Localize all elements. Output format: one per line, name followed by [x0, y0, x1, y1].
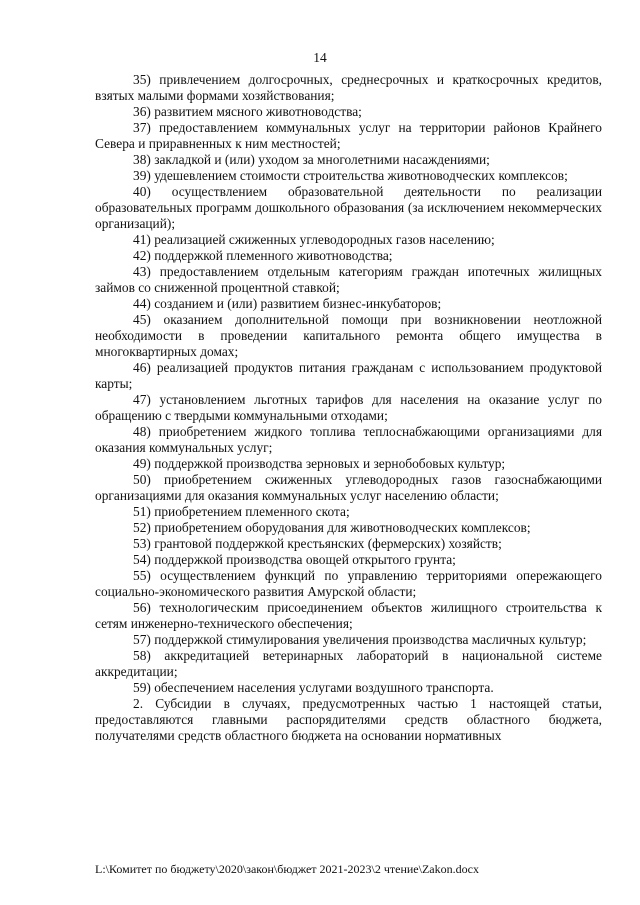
paragraph-55: 55) осуществлением функций по управлению территориями опережающего социально-экономического развития Амурской области; — [95, 568, 602, 599]
paragraph-41: 41) реализацией сжиженных углеводородных газов населению; — [133, 232, 495, 247]
paragraph-56: 56) технологическим присоединением объектов жилищного строительства к сетям инженерно-технического обеспечения; — [95, 600, 602, 631]
paragraph-47: 47) установлением льготных тарифов для населения на оказание услуг по обращению с твердыми коммунальными отходами; — [95, 392, 602, 423]
paragraph-49: 49) поддержкой производства зерновых и зернобобовых культур; — [133, 456, 506, 471]
paragraph-44: 44) созданием и (или) развитием бизнес-инкубаторов; — [133, 296, 442, 311]
file-path-footer: L:\Комитет по бюджету\2020\закон\бюджет 2021-2023\2 чтение\Zakon.docx — [95, 862, 479, 876]
paragraph-36: 36) развитием мясного животноводства; — [133, 104, 362, 119]
paragraph-58: 58) аккредитацией ветеринарных лабораторий в национальной системе аккредитации; — [95, 648, 602, 679]
page-number: 14 — [313, 50, 327, 65]
paragraph-48: 48) приобретением жидкого топлива теплоснабжающими организациями для оказания коммунальных услуг; — [95, 424, 602, 455]
paragraph-43: 43) предоставлением отдельным категориям граждан ипотечных жилищных займов со сниженной процентной ставкой; — [95, 264, 602, 295]
paragraph-52: 52) приобретением оборудования для животноводческих комплексов; — [133, 520, 531, 535]
paragraph-45: 45) оказанием дополнительной помощи при возникновении неотложной необходимости в проведении капитального ремонта общего имущества в многоквартирных домах; — [95, 312, 602, 359]
paragraph-42: 42) поддержкой племенного животноводства; — [133, 248, 393, 263]
paragraph-46: 46) реализацией продуктов питания гражданам с использованием продуктовой карты; — [95, 360, 602, 391]
paragraph-53: 53) грантовой поддержкой крестьянских (фермерских) хозяйств; — [133, 536, 502, 551]
paragraph-37: 37) предоставлением коммунальных услуг на территории районов Крайнего Севера и приравненных к ним местностей; — [95, 120, 602, 151]
paragraph-59: 59) обеспечением населения услугами воздушного транспорта. — [133, 680, 494, 695]
paragraph-40: 40) осуществлением образовательной деятельности по реализации образовательных программ дошкольного образования (за исключением некоммерческих организаций); — [95, 184, 602, 231]
paragraph-35: 35) привлечением долгосрочных, среднесрочных и краткосрочных кредитов, взятых малыми формами хозяйствования; — [95, 72, 602, 103]
paragraph-51: 51) приобретением племенного скота; — [133, 504, 350, 519]
paragraph-57: 57) поддержкой стимулирования увеличения производства масличных культур; — [133, 632, 587, 647]
paragraph-38: 38) закладкой и (или) уходом за многолетними насаждениями; — [133, 152, 490, 167]
document-body — [95, 72, 602, 744]
paragraph-50: 50) приобретением сжиженных углеводородных газов газоснабжающими организациями для оказания коммунальных услуг населению области; — [95, 472, 602, 503]
paragraph-54: 54) поддержкой производства овощей открытого грунта; — [133, 552, 456, 567]
paragraph-39: 39) удешевлением стоимости строительства животноводческих комплексов; — [133, 168, 568, 183]
paragraph-part-2: 2. Субсидии в случаях, предусмотренных частью 1 настоящей статьи, предоставляются главными распорядителями средств областного бюджета, получателями средств областного бюджета на основании нормативных — [95, 696, 602, 743]
